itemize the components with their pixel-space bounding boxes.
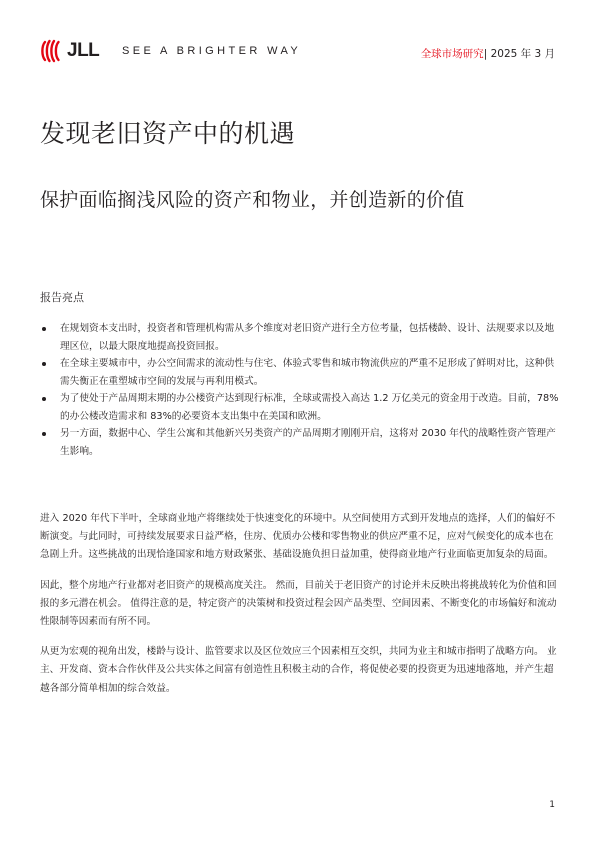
list-item-text: 另一方面，数据中心、学生公寓和其他新兴另类资产的产品周期才刚刚开启，这将对 2030 年代的战略性资产管理产生影响。: [60, 428, 556, 457]
list-item: [40, 390, 560, 425]
page-number: 1: [549, 800, 555, 810]
jll-logo-mark-icon: [40, 39, 62, 63]
body-text: [40, 510, 558, 710]
body-paragraph: 从更为宏观的视角出发，楼龄与设计、监管要求以及区位效应三个因素相互交织，共同为业主和城市指明了战略方向。 业主、开发商、资本合作伙伴及公共实体之间富有创造性且积极主动的合作，将促使必要的投资更为迅速地落地，并产生超越各部分简单相加的综合效益。: [40, 646, 557, 694]
body-paragraph: 因此，整个房地产行业都对老旧资产的规模高度关注。 然而，目前关于老旧资产的讨论并未反映出将挑战转化为价值和回报的多元潜在机会。 值得注意的是，特定资产的决策树和投资过程会因产品类型、空间因素、不断变化的市场偏好和流动性限制等因素而有所不同。: [40, 579, 557, 628]
logo-text: JLL: [67, 40, 100, 61]
meta-separator: |: [483, 48, 488, 60]
list-item: [40, 425, 560, 460]
highlights-list: [40, 320, 560, 460]
report-date: 2025 年 3 月: [490, 48, 555, 60]
page-subtitle: 保护面临搁浅风险的资产和物业，并创造新的价值: [40, 189, 465, 211]
page-title: 发现老旧资产中的机遇: [40, 119, 296, 148]
bullet-icon: [42, 432, 46, 436]
list-item-text: 为了使处于产品周期末期的办公楼资产达到现行标准，全球或需投入高达 1.2 万亿美元的资金用于改造。目前，78%的办公楼改造需求和 83%的必要资本支出集中在美国和欧洲。: [60, 393, 559, 422]
body-paragraph: 进入 2020 年代下半叶，全球商业地产将继续处于快速变化的环境中。从空间使用方式到开发地点的选择，人们的偏好不断演变。与此同时，可持续发展要求日益严格，住房、优质办公楼和零售物业的供应严重不足，应对气候变化的成本也在急剧上升。这些挑战的出现恰逢国家和地方财政紧张、基础设施负担日益加重，使得商业地产行业面临更加复杂的局面。: [40, 513, 556, 561]
list-item: [40, 320, 560, 355]
report-series: 全球市场研究: [420, 48, 484, 60]
highlights-label: 报告亮点: [40, 291, 84, 304]
list-item-text: 在全球主要城市中，办公空间需求的流动性与住宅、体验式零售和城市物流供应的严重不足形成了鲜明对比，这种供需失衡正在重塑城市空间的发展与再利用模式。: [60, 358, 555, 387]
brand-tagline: SEE A BRIGHTER WAY: [122, 45, 302, 57]
bullet-icon: [42, 362, 46, 366]
list-item: [40, 355, 560, 390]
bullet-icon: [42, 397, 46, 401]
page-header: [40, 38, 555, 66]
bullet-icon: [42, 327, 46, 331]
report-meta: [421, 46, 555, 61]
jll-logo: [40, 38, 99, 64]
list-item-text: 在规划资本支出时，投资者和管理机构需从多个维度对老旧资产进行全方位考量，包括楼龄、设计、法规要求以及地理区位，以最大限度地提高投资回报。: [60, 323, 555, 352]
